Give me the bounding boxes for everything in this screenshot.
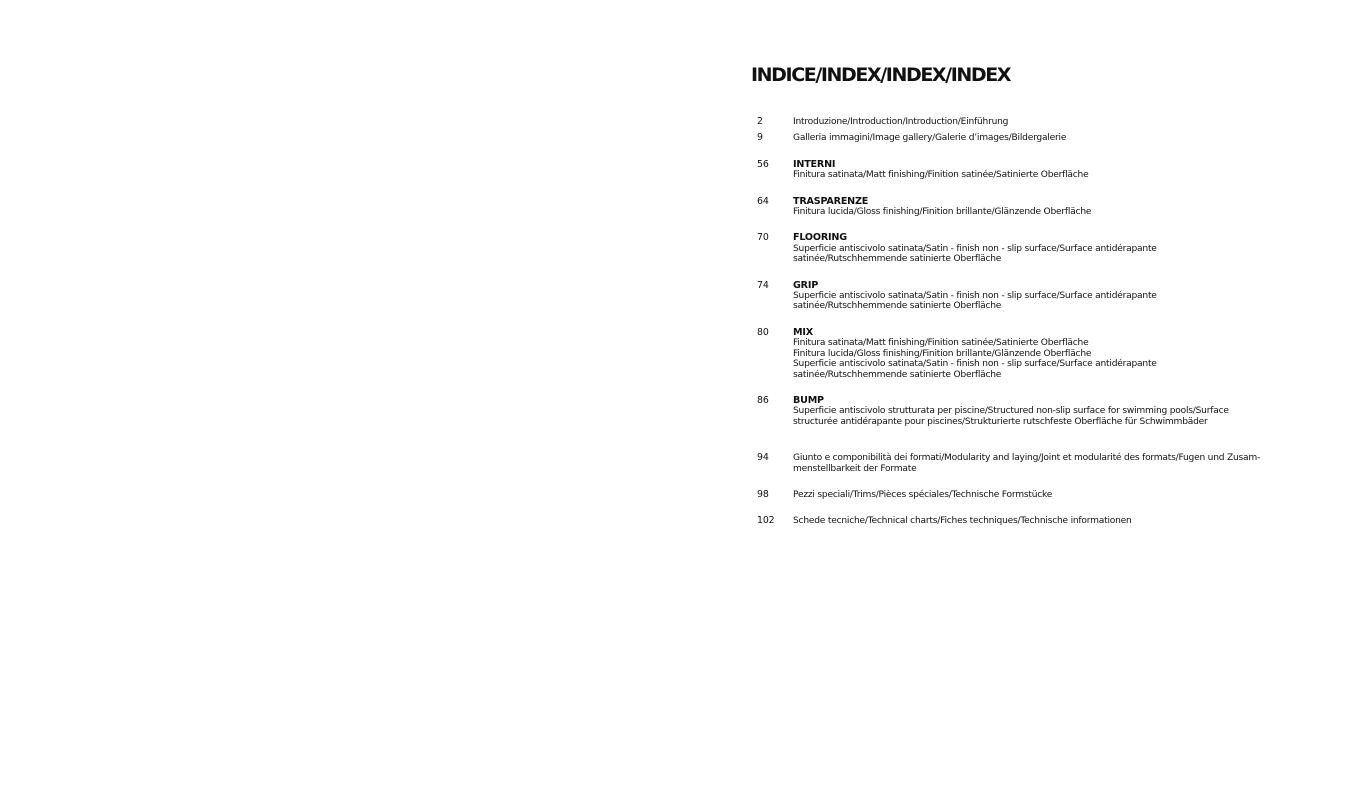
toc-entry-description: Giunto e componibilità dei formati/Modularity and laying/Joint et modularité des formats/Fugen und Zusam-menstellbarkeit der Formate (793, 453, 1261, 474)
toc-entry-body (793, 133, 1272, 143)
toc-entry-modularity (757, 453, 1272, 474)
toc-page-number: 70 (757, 232, 769, 244)
toc-entry-flooring (757, 233, 1272, 264)
toc-section-heading: MIX (793, 326, 813, 338)
toc-entry-technical-charts (757, 516, 1272, 526)
toc-entry-body (793, 396, 1272, 427)
toc-page-number: 86 (757, 394, 769, 406)
toc-entry-interni (757, 160, 1272, 181)
toc-entry-body (793, 490, 1272, 500)
table-of-contents (757, 117, 1272, 527)
toc-entry-mix (757, 328, 1272, 380)
toc-section-heading: GRIP (793, 279, 819, 291)
toc-entry-description: Introduzione/Introduction/Introduction/Einführung (793, 117, 1009, 127)
index-title: INDICE/INDEX/INDEX/INDEX (751, 64, 1011, 86)
toc-section-heading: FLOORING (793, 232, 847, 244)
toc-entry-bump (757, 396, 1272, 427)
toc-entry-description: Superficie antiscivolo strutturata per piscine/Structured non-slip surface for swimming pools/Surface structurée antidérapante pour piscines/Strukturierte rutschfeste Oberfläche für Schwimmbäder (793, 406, 1229, 427)
toc-entry-description: Finitura lucida/Gloss finishing/Finition brillante/Glänzende Oberfläche (793, 207, 1092, 218)
toc-entry-description: Superficie antiscivolo satinata/Satin - finish non - slip surface/Surface antidérapante satinée/Rutschhemmende satinierte Oberfläche (793, 291, 1157, 312)
toc-entry-body (793, 160, 1272, 181)
toc-entry-description: Pezzi speciali/Trims/Pièces spéciales/Technische Formstücke (793, 489, 1053, 500)
toc-entry-description: Finitura lucida/Gloss finishing/Finition brillante/Glänzende Oberfläche (793, 348, 1092, 359)
toc-section-heading: BUMP (793, 394, 824, 406)
toc-entry-description: Finitura satinata/Matt finishing/Finition satinée/Satinierte Oberfläche (793, 170, 1089, 181)
toc-entry-body (793, 453, 1272, 474)
toc-entry-body (793, 233, 1272, 264)
toc-section-heading: INTERNI (793, 158, 836, 170)
toc-page-number: 74 (757, 279, 769, 291)
toc-entry-grip (757, 281, 1272, 312)
toc-entry-description: Superficie antiscivolo satinata/Satin - finish non - slip surface/Surface antidérapante satinée/Rutschhemmende satinierte Oberfläche (793, 243, 1157, 265)
toc-entry-description: Superficie antiscivolo satinata/Satin - finish non - slip surface/Surface antidérapante satinée/Rutschhemmende satinierte Oberfläche (793, 359, 1157, 380)
toc-page-number: 64 (757, 195, 769, 207)
right-page (678, 0, 1356, 807)
toc-entry-description: Galleria immagini/Image gallery/Galerie d’images/Bildergalerie (793, 133, 1067, 144)
toc-entry-description: Schede tecniche/Technical charts/Fiches techniques/Technische informationen (793, 516, 1132, 527)
toc-entry-body (793, 117, 1272, 127)
toc-page-number: 9 (757, 132, 763, 144)
toc-entry-body (793, 281, 1272, 312)
toc-page-number: 80 (757, 326, 769, 338)
toc-page-number: 56 (757, 158, 769, 170)
toc-entry-image-gallery (757, 133, 1272, 143)
toc-page-number: 94 (757, 452, 769, 464)
toc-entry-trims (757, 490, 1272, 500)
toc-section-heading: TRASPARENZE (793, 195, 869, 207)
toc-entry-body (793, 516, 1272, 526)
toc-entry-trasparenze (757, 197, 1272, 218)
toc-entry-body (793, 328, 1272, 380)
toc-page-number: 102 (757, 515, 775, 527)
toc-entry-introduction (757, 117, 1272, 127)
toc-entry-description: Finitura satinata/Matt finishing/Finition satinée/Satinierte Oberfläche (793, 338, 1089, 349)
toc-page-number: 98 (757, 488, 769, 500)
toc-page-number: 2 (757, 116, 763, 127)
toc-entry-body (793, 197, 1272, 218)
